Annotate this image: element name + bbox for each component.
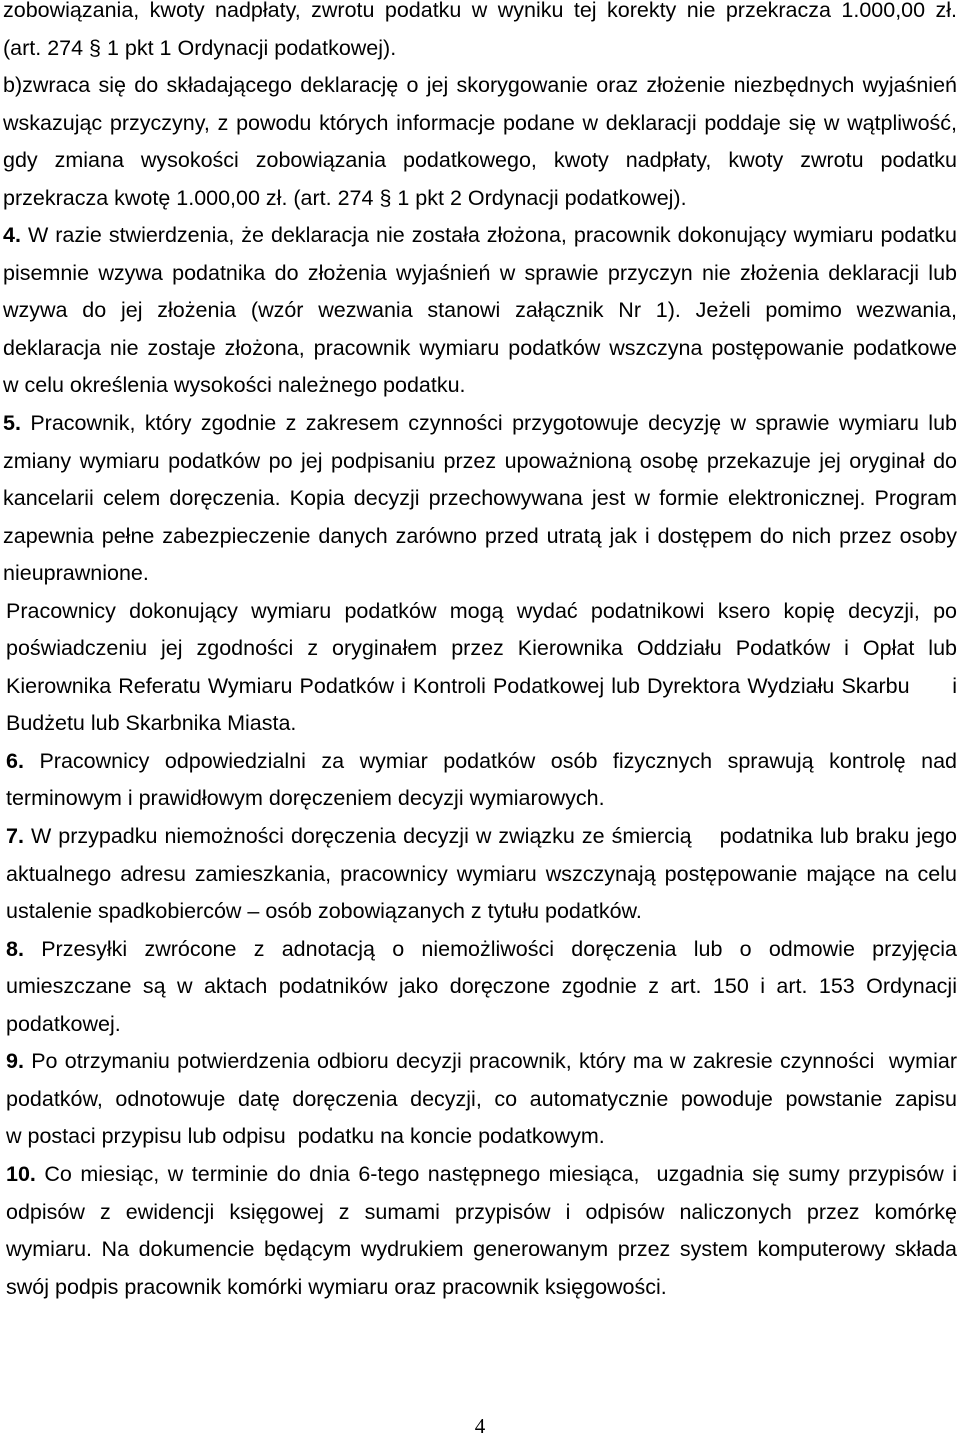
- item-5-line-3: kancelarii celem doręczenia. Kopia decyzji przechowywana jest w formie elektronicznej. Program: [3, 486, 957, 511]
- item-5-line-5: nieuprawnione.: [3, 561, 149, 586]
- item-10-number: 10.: [6, 1161, 36, 1186]
- item-6-line-1-text: Pracownicy odpowiedzialni za wymiar podatków osób fizycznych sprawują kontrolę nad: [39, 748, 957, 773]
- item-7-line-1-text: W przypadku niemożności doręczenia decyzji w związku ze śmiercią podatnika lub braku jego: [30, 824, 957, 849]
- item-5-line-1-text: Pracownik, który zgodnie z zakresem czynności przygotowuje decyzję w sprawie wymiaru lub: [30, 411, 957, 436]
- item-b-line-3: gdy zmiana wysokości zobowiązania podatkowego, kwoty nadpłaty, kwoty zwrotu podatku: [3, 148, 957, 173]
- item-8: [3, 931, 957, 1044]
- item-10-line-1-text: Co miesiąc, w terminie do dnia 6-tego następnego miesiąca, uzgadnia się sumy przypisów i: [44, 1161, 957, 1186]
- item-7-line-3: ustalenie spadkobierców – osób zobowiązanych z tytułu podatków.: [6, 899, 642, 924]
- item-5: [3, 405, 957, 593]
- item-10: [3, 1156, 957, 1306]
- item-5-number: 5.: [3, 411, 21, 436]
- copies-line-3: Kierownika Referatu Wymiaru Podatków i Kontroli Podatkowej lub Dyrektora Wydziału Skarbu i: [6, 673, 957, 698]
- item-9-line-3: w postaci przypisu lub odpisu podatku na koncie podatkowym.: [6, 1124, 605, 1149]
- item-10-line-2: odpisów z ewidencji księgowej z sumami przypisów i odpisów naliczonych przez komórkę: [6, 1199, 957, 1224]
- item-4-line-3: wzywa do jej złożenia (wzór wezwania stanowi załącznik Nr 1). Jeżeli pomimo wezwania,: [3, 298, 957, 323]
- item-6-line-2: terminowym i prawidłowym doręczeniem decyzji wymiarowych.: [6, 786, 605, 811]
- item-8-line-3: podatkowej.: [6, 1011, 121, 1036]
- copies-line-1: Pracownicy dokonujący wymiaru podatków mogą wydać podatnikowi ksero kopię decyzji, po: [6, 598, 957, 623]
- item-9: [3, 1043, 957, 1156]
- item-4-number: 4.: [3, 223, 21, 248]
- item-9-line-2: podatków, odnotowuje datę doręczenia decyzji, co automatycznie powoduje powstanie zapisu: [6, 1086, 957, 1111]
- item-b-line-1: b)zwraca się do składającego deklarację o jej skorygowanie oraz złożenie niezbędnych wyjaśnień: [3, 73, 957, 98]
- item-8-line-1-text: Przesyłki zwrócone z adnotacją o niemożliwości doręczenia lub o odmowie przyjęcia: [41, 936, 957, 961]
- item-7-line-2: aktualnego adresu zamieszkania, pracownicy wymiaru wszczynają postępowanie mające na celu: [6, 861, 957, 886]
- item-6-line-1: [6, 743, 957, 781]
- page-number: 4: [474, 1414, 486, 1438]
- item-4-line-2: pisemnie wzywa podatnika do złożenia wyjaśnień w sprawie przyczyn nie złożenia deklaracji lub: [3, 260, 957, 285]
- copies-line-2: poświadczeniu jej zgodności z oryginałem przez Kierownika Oddziału Podatków i Opłat lub: [6, 636, 957, 661]
- paragraph-copies: [3, 593, 957, 743]
- item-9-line-1: [6, 1043, 957, 1081]
- item-7: [3, 818, 957, 931]
- item-7-line-1: [6, 818, 957, 856]
- item-10-line-1: [6, 1156, 957, 1194]
- continuation-line-1: zobowiązania, kwoty nadpłaty, zwrotu podatku w wyniku tej korekty nie przekracza 1.000,00 zł.: [3, 0, 957, 22]
- item-7-number: 7.: [6, 824, 24, 849]
- item-9-number: 9.: [6, 1049, 24, 1074]
- item-5-line-2: zmiany wymiaru podatków po jej podpisaniu przez upoważnioną osobę przekazuje jej oryginał do: [3, 448, 957, 473]
- document-body: [3, 0, 957, 1306]
- item-4: [3, 217, 957, 405]
- item-6: [3, 743, 957, 818]
- item-9-line-1-text: Po otrzymaniu potwierdzenia odbioru decyzji pracownik, który ma w zakresie czynności wymiar: [31, 1049, 957, 1074]
- item-8-line-1: [6, 931, 957, 969]
- item-10-line-3: wymiaru. Na dokumencie będącym wydrukiem generowanym przez system komputerowy składa: [6, 1237, 957, 1262]
- item-4-line-1-text: W razie stwierdzenia, że deklaracja nie została złożona, pracownik dokonujący wymiaru podatku: [27, 223, 957, 248]
- item-b-line-2: wskazując przyczyny, z powodu których informacje podane w deklaracji poddaje się w wątpliwość,: [3, 110, 957, 135]
- item-5-line-1: [3, 405, 957, 443]
- item-b: [3, 67, 957, 217]
- paragraph-continuation: [3, 0, 957, 67]
- item-8-line-2: umieszczane są w aktach podatników jako doręczone zgodnie z art. 150 i art. 153 Ordynacji: [6, 974, 957, 999]
- item-4-line-1: [3, 217, 957, 255]
- continuation-line-2: (art. 274 § 1 pkt 1 Ordynacji podatkowej).: [3, 35, 397, 60]
- item-5-line-4: zapewnia pełne zabezpieczenie danych zarówno przed utratą jak i dostępem do nich przez osoby: [3, 523, 957, 548]
- copies-line-4: Budżetu lub Skarbnika Miasta.: [6, 711, 297, 736]
- item-8-number: 8.: [6, 936, 24, 961]
- item-b-line-4: przekracza kwotę 1.000,00 zł. (art. 274 § 1 pkt 2 Ordynacji podatkowej).: [3, 185, 687, 210]
- item-10-line-4: swój podpis pracownik komórki wymiaru oraz pracownik księgowości.: [6, 1274, 667, 1299]
- item-6-number: 6.: [6, 748, 24, 773]
- item-4-line-4: deklaracja nie zostaje złożona, pracownik wymiaru podatków wszczyna postępowanie podatkowe: [3, 335, 957, 360]
- item-4-line-5: w celu określenia wysokości należnego podatku.: [3, 373, 466, 398]
